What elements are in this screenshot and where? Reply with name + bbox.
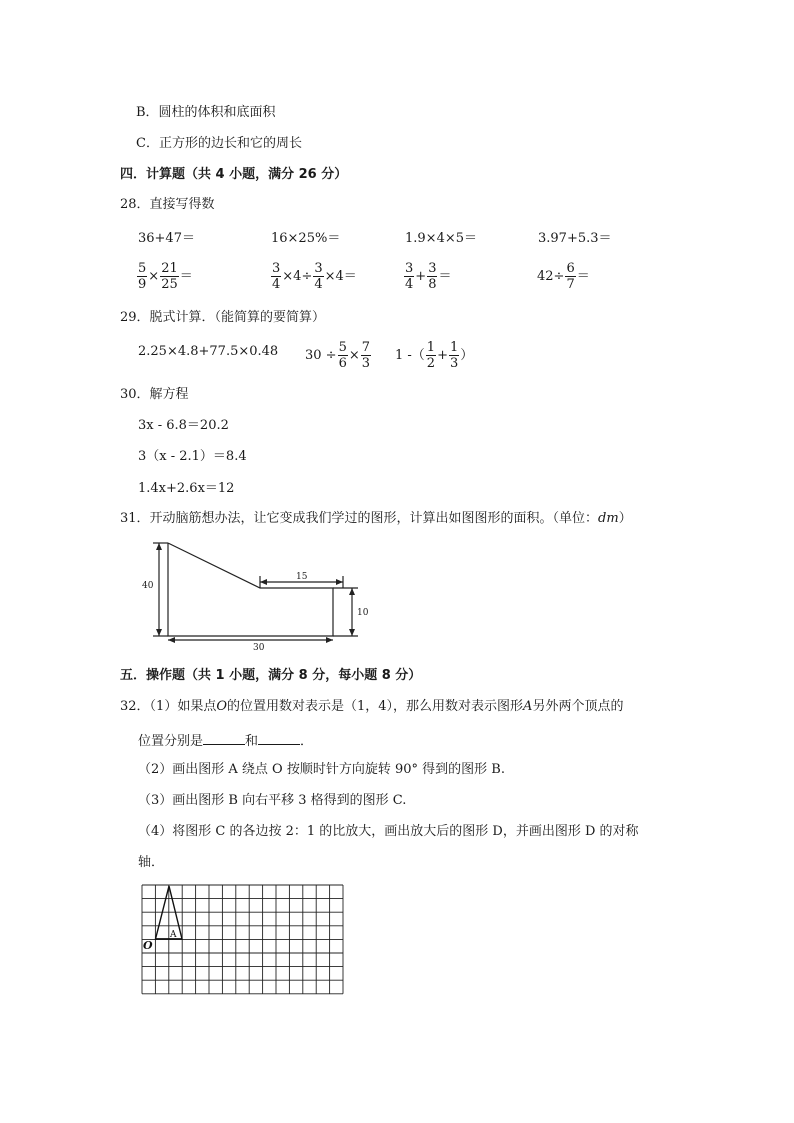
- fraction-numerator: 3: [428, 261, 437, 276]
- fraction-numerator: 3: [405, 261, 414, 276]
- arrow-top-right: [336, 579, 343, 585]
- operator-tail: ×4＝: [324, 269, 357, 284]
- operator: +: [437, 348, 448, 363]
- fraction-numerator: 7: [361, 340, 371, 355]
- fraction-denominator: 25: [161, 277, 178, 292]
- option-b: B．圆柱的体积和底面积: [136, 105, 276, 120]
- arrow-right-down: [349, 629, 355, 636]
- q30-equation-1: 3x - 6.8＝20.2: [138, 418, 229, 433]
- fraction-numerator: 3: [314, 261, 323, 276]
- point-o-label: O: [216, 699, 227, 714]
- arrow-right-up: [349, 588, 355, 595]
- q32-line2-end: ．: [300, 734, 314, 749]
- q32-part-1-text-c: 另外两个顶点的: [532, 699, 624, 714]
- q31-title-text: 31．开动脑筋想办法，让它变成我们学过的图形，计算出如图图形的面积。（单位：: [120, 511, 599, 526]
- arrow-top-left: [260, 579, 267, 585]
- q31-title: [120, 512, 632, 525]
- q31-title-close: ）: [618, 511, 632, 526]
- q28-expr-4: 3.97+5.3＝: [538, 231, 612, 246]
- label-40: 40: [142, 581, 154, 591]
- fraction-numerator: 3: [272, 261, 281, 276]
- q28-expr-1: 36+47＝: [138, 231, 195, 246]
- answer-blank-1[interactable]: [203, 731, 245, 745]
- q29-expr-2: [305, 340, 372, 371]
- q28-expr-2: 16×25%＝: [271, 231, 341, 246]
- q32-part-2: （2）画出图形 A 绕点 O 按顺时针方向旋转 90° 得到的图形 B.: [138, 762, 505, 777]
- fraction-numerator: 1: [449, 340, 459, 355]
- q32-part-4-cont: 轴．: [138, 855, 165, 870]
- q29-expr-1: 2.25×4.8+77.5×0.48: [138, 344, 279, 359]
- q29-expr-3: [395, 340, 473, 371]
- arrow-left-down: [156, 629, 162, 636]
- fraction-denominator: 4: [405, 277, 414, 292]
- operator-suffix: ）: [460, 348, 474, 363]
- fraction-denominator: 2: [426, 356, 436, 371]
- equals: ＝: [179, 269, 193, 284]
- fraction-numerator: 21: [161, 261, 178, 276]
- label-30: 30: [253, 643, 265, 651]
- q32-part-1: [120, 700, 623, 713]
- q32-grid-figure: [140, 883, 345, 996]
- fraction-numerator: 6: [566, 261, 575, 276]
- q32-line2-and: 和: [245, 734, 259, 749]
- shape-a-label: A: [523, 699, 533, 714]
- q30-equation-2: 3（x - 2.1）＝8.4: [138, 449, 247, 464]
- q32-part-4: （4）将图形 C 的各边按 2：1 的比放大，画出放大后的图形 D，并画出图形 D 的对称: [138, 824, 639, 839]
- fraction-numerator: 5: [338, 340, 347, 355]
- q30-title: 30．解方程: [120, 387, 189, 402]
- q31-shape-outline: [168, 543, 333, 636]
- fraction-denominator: 9: [138, 277, 147, 292]
- q32-part-3: （3）画出图形 B 向右平移 3 格得到的图形 C.: [138, 793, 407, 808]
- label-10: 10: [357, 608, 369, 618]
- operator: ×4÷: [282, 269, 313, 284]
- q32-part-1-text-b: 的位置用数对表示是（1，4），那么用数对表示图形: [227, 699, 524, 714]
- q29-title: 29．脱式计算．（能简算的要简算）: [120, 310, 326, 325]
- q28-expr-8: [537, 261, 590, 292]
- point-o-label-grid: O: [143, 939, 153, 952]
- q30-equation-3: 1.4x+2.6x＝12: [138, 481, 235, 496]
- equals: ＝: [576, 269, 590, 284]
- fraction-denominator: 3: [361, 356, 371, 371]
- fraction-denominator: 7: [566, 277, 575, 292]
- operator-prefix: 1 -（: [395, 348, 425, 363]
- q32-part-1-line-2: [138, 731, 313, 748]
- operator: ×: [348, 348, 360, 363]
- operator-prefix: 30 ÷: [305, 348, 337, 363]
- option-c: C．正方形的边长和它的周长: [136, 136, 302, 151]
- equals: ＝: [438, 269, 452, 284]
- fraction-denominator: 6: [338, 356, 347, 371]
- q31-unit: dm: [598, 511, 619, 526]
- operator: ×: [148, 269, 160, 284]
- fraction-numerator: 5: [138, 261, 147, 276]
- q28-expr-7: [403, 261, 451, 292]
- q28-expr-6: [270, 261, 357, 292]
- operator: +: [415, 269, 427, 284]
- arrow-bottom-right: [326, 637, 333, 643]
- q28-expr-3: 1.9×4×5＝: [405, 231, 478, 246]
- fraction-denominator: 4: [272, 277, 281, 292]
- q31-figure: [140, 536, 370, 651]
- shape-a-label-grid: A: [170, 930, 177, 940]
- section-4-title: 四．计算题（共 4 小题，满分 26 分）: [120, 167, 348, 182]
- q28-title: 28．直接写得数: [120, 197, 215, 212]
- arrow-left-up: [156, 543, 162, 550]
- fraction-numerator: 1: [426, 340, 436, 355]
- section-5-title: 五．操作题（共 1 小题，满分 8 分，每小题 8 分）: [120, 668, 422, 683]
- fraction-denominator: 8: [428, 277, 437, 292]
- q32-line2-text: 位置分别是: [138, 734, 204, 749]
- label-15: 15: [296, 572, 308, 582]
- q28-expr-5: [136, 261, 193, 292]
- q32-part-1-text: 32．（1）如果点: [120, 699, 217, 714]
- operator-prefix: 42÷: [537, 269, 565, 284]
- fraction-denominator: 3: [449, 356, 459, 371]
- answer-blank-2[interactable]: [258, 731, 300, 745]
- arrow-bottom-left: [168, 637, 175, 643]
- fraction-denominator: 4: [314, 277, 323, 292]
